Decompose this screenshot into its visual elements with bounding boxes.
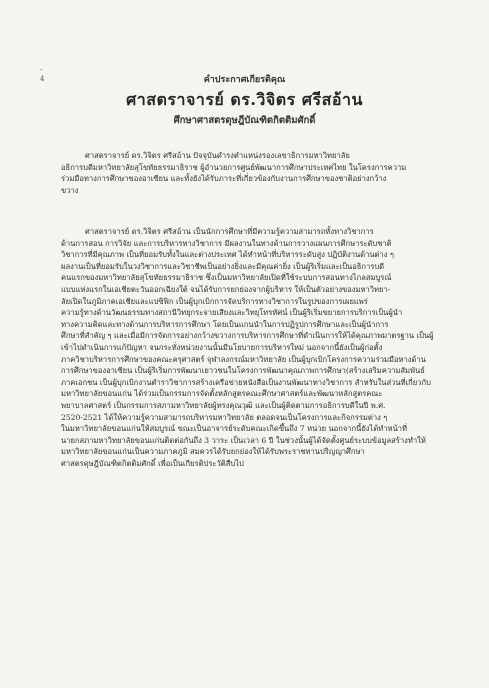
paragraph-2-line: ด้านการสอน การวิจัย และการบริหารทางวิชาการ มีผลงานในทางด้านการวางแผนการศึกษาระดับชาติ [61,238,392,248]
paragraph-2-line: แบบแห่งแรกในเอเชียตะวันออกเฉียงใต้ จนได้รับการยกย่องจากผู้บริหาร ให้เป็นตัวอย่างของมหาวิทยา- [61,284,391,294]
paragraph-2-line: พยาบาลศาสตร์ เป็นกรรมการสภามหาวิทยาลัยผู้ทรงคุณวุฒิ และเป็นผู้ติดตามการอธิการบดีในปี พ.ศ. [61,400,386,410]
document-header: คำประกาศเกียรติคุณ [203,75,286,85]
honoree-name: ศาสตราจารย์ ดร.วิจิตร ศรีสอ้าน [126,90,363,109]
paragraph-2-line: ภาควิชาบริหารการศึกษาของคณะครุศาสตร์ จุฬาลงกรณ์มหาวิทยาลัย เป็นผู้บุกเบิกโครงการความร่วมมือทางด้าน [61,354,426,364]
page-mark: - 4 [40,66,45,83]
paragraph-2-line: 2520-2521 ได้ให้ความรู้ความสามารถบริหารมหาวิทยาลัย ตลอดจนเป็นโครงการและกิจกรรมต่าง ๆ [61,412,388,422]
paragraph-2-line: มหาวิทยาลัยขอนแก่น ได้ร่วมเป็นกรรมการจัดตั้งหลักสูตรคณะศึกษาศาสตร์และพัฒนาหลักสูตรคณะ [61,389,383,399]
paragraph-2-line: ศึกษาที่สำคัญ ๆ และเมื่อมีการจัดการอย่างกว้างขวางการบริหารการศึกษาที่ดำเนินการให้ได้คุณภาพมาตรฐาน เป็นผู้ [61,331,434,341]
paragraph-2-line: มหาวิทยาลัยขอนแก่นเป็นความภาคภูมิ สมควรได้รับยกย่องให้ได้รับพระราชทานปริญญาศึกษา [61,447,365,457]
paragraph-1-line: ร่วมมือทางการศึกษาของอาเซียน และทั้งยังได้รับภาระที่เกี่ยวข้องกับงานการศึกษาของชาติอย่างกว้าง [61,174,387,184]
paragraph-2-line: คนแรกของมหาวิทยาลัยสุโขทัยธรรมาธิราช ซึ่งเป็นมหาวิทยาลัยเปิดที่ใช้ระบบการสอนทางไกลสมบูรณ์ [61,273,392,283]
paragraph-1 [61,150,439,196]
paragraph-2-line: ผลงานเป็นที่ยอมรับในวงวิชาการและวิชาชีพเป็นอย่างยิ่งและมีคุณค่ายิ่ง เป็นผู้ริเริ่มและเป็นอธิการบดี [61,261,385,271]
paragraph-1-line: ขวาง [61,185,79,195]
paragraph-2-line: ศาสตรดุษฎีบัณฑิตกิตติมศักดิ์ เพื่อเป็นเกียรติประวัติสืบไป [61,458,244,468]
paragraph-1-line: อธิการบดีมหาวิทยาลัยสุโขทัยธรรมาธิราช ผู้อำนวยการศูนย์พัฒนาการศึกษาประเทศไทย ในโครงการความ [61,162,407,172]
paragraph-2-line: ในมหาวิทยาลัยขอนแก่นให้สมบูรณ์ ขณะเป็นอาจารย์ระดับคณะเกิดขึ้นถึง 7 หน่วย นอกจากนี้ยังได้ทำหน้าที่ [61,424,407,434]
paragraph-2-line: ทางความคิดและทางด้านการบริหารการศึกษา โดยเป็นแกนนำในการปฏิรูปการศึกษาและเป็นผู้นำการ [61,319,389,329]
paragraph-2-line: วิชาการที่มีคุณภาพ เป็นที่ยอมรับทั้งในและต่างประเทศ ได้ทำหน้าที่บริหารระดับสูง ปฏิบัติงานด้านต่าง ๆ [61,250,394,260]
paragraph-2-line: ภาคเอกชน เป็นผู้บุกเบิกงานตำราวิชาการสร้างเครือข่ายหนังสือเป็นงานพัฒนาทางวิชาการ สำหรับในส่วนที่เกี่ยวกับ [61,377,431,387]
paragraph-2-line: นายกสภามหาวิทยาลัยขอนแก่นติดต่อกันถึง 3 วาระ เป็นเวลา 6 ปี ในช่วงนั้นผู้ได้จัดตั้งศูนย์ระบบข้อมูลสร้างทำให้ [61,435,426,445]
paragraph-2-line: ลัยเปิดในภูมิภาคเอเชียและแปซิฟิก เป็นผู้บุกเบิกการจัดบริการทางวิชาการในรูปของการเผยแพร่ [61,296,368,306]
paragraph-1-line: ศาสตราจารย์ ดร.วิจิตร ศรีสอ้าน ปัจจุบันดำรงตำแหน่งรองเลขาธิการมหาวิทยาลัย [85,151,350,160]
paragraph-2 [61,226,439,469]
degree-title: ศึกษาศาสตรดุษฎีบัณฑิตกิตติมศักดิ์ [173,115,316,126]
paragraph-2-line: เข้าไปดำเนินการแก้ปัญหา จนกระทั่งหน่วยงานนั้นมีนโยบายการบริหารใหม่ นอกจากนี้ยังเป็นผู้ก่อตั้ง [61,342,383,352]
paragraph-2-line: ความรู้ทางด้านวัฒนธรรมทางสถานีวิทยุกระจายเสียงและวิทยุโทรทัศน์ เป็นผู้ริเริ่มขยายการบริการเป็นผู้นำ [61,308,403,318]
paragraph-2-line: ศาสตราจารย์ ดร.วิจิตร ศรีสอ้าน เป็นนักการศึกษาที่มีความรู้ความสามารถทั้งทางวิชาการ [85,227,374,236]
paragraph-2-line: การศึกษาของอาเซียน เป็นผู้ริเริ่มการพัฒนาเยาวชนในโครงการพัฒนาคุณภาพการศึกษา(สร้างเสริมความสัมพันธ์ [61,366,425,376]
